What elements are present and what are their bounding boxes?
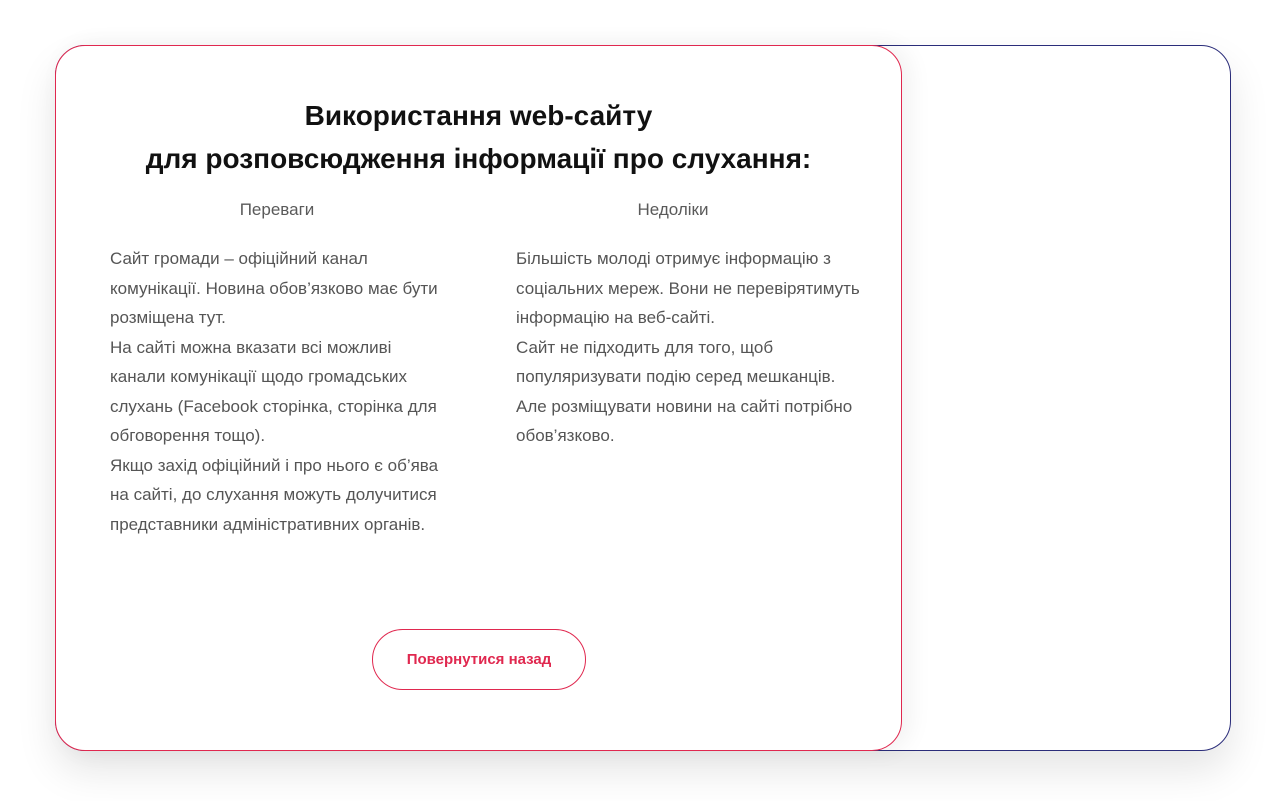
advantages-paragraph: Якщо захід офіційний і про нього є об’ява на сайті, до слухання можуть долучитися представники адміністративних органів. [110, 455, 439, 534]
advantages-column [110, 198, 446, 539]
disadvantages-heading: Недоліки [637, 200, 709, 219]
disadvantages-text [516, 244, 861, 451]
info-card [55, 45, 902, 751]
card-title-line-1: Використання web-сайту [304, 100, 653, 131]
card-title [56, 94, 901, 180]
card-title-line-2: для розповсюдження інформації про слухання: [145, 143, 812, 174]
advantages-paragraph: Сайт громади – офіційний канал комунікації. Новина обов’язково має бути розміщена тут. [110, 249, 438, 327]
disadvantages-column [516, 198, 861, 451]
advantages-paragraph: На сайті можна вказати всі можливі канали комунікації щодо громадських слухань (Facebook сторінка, сторінка для обговорення тощо). [110, 337, 437, 445]
disadvantages-paragraph: Сайт не підходить для того, щоб популяризувати подію серед мешканців. Але розміщувати новини на сайті потрібно обов’язково. [516, 337, 853, 445]
disadvantages-paragraph: Більшість молоді отримує інформацію з соціальних мереж. Вони не перевірятимуть інформацію на веб-сайті. [516, 249, 860, 327]
back-button[interactable]: Повернутися назад [372, 629, 586, 690]
advantages-text [110, 244, 446, 539]
advantages-heading: Переваги [239, 200, 315, 219]
